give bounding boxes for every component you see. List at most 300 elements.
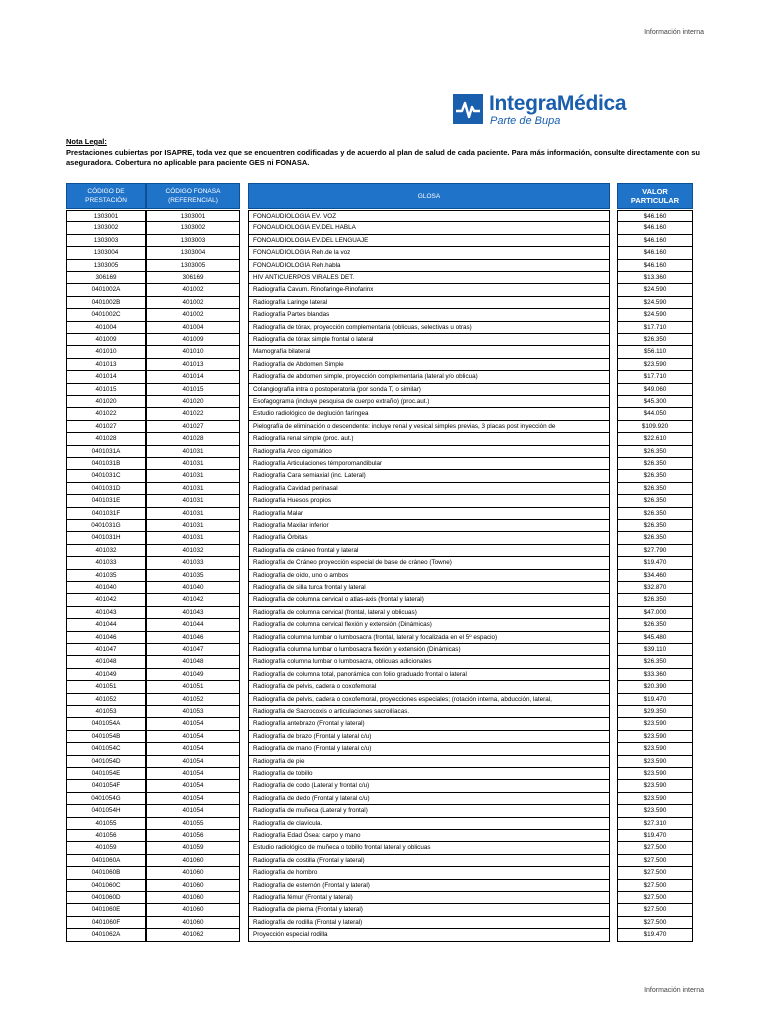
cell-codigo-fonasa: 401055 (146, 818, 240, 830)
cell-valor-particular: $23.590 (617, 731, 693, 743)
cell-glosa: Radiografía de clavícula. (248, 818, 610, 830)
cell-codigo-prestacion: 401015 (66, 384, 146, 396)
header-classification-label: Información interna (644, 29, 704, 36)
cell-glosa: Radiografía de Cráneo proyección especial de base de cráneo (Towne) (248, 557, 610, 569)
cell-valor-particular: $13.360 (617, 272, 693, 284)
cell-codigo-prestacion: 401013 (66, 359, 146, 371)
cell-codigo-prestacion: 401042 (66, 594, 146, 606)
table-row (0, 408, 768, 420)
cell-valor-particular: $22.610 (617, 433, 693, 445)
cell-codigo-prestacion: 0401002B (66, 297, 146, 309)
cell-glosa: Radiografía de muñeca (Lateral y frontal) (248, 805, 610, 817)
cell-glosa: Radiografía columna lumbar o lumbosacra flexión y extensión (Dinámicas) (248, 644, 610, 656)
table-row (0, 545, 768, 557)
cell-glosa: Radiografía columna lumbar o lumbosacra (frontal, lateral y focalizada en el 5º espacio) (248, 632, 610, 644)
cell-codigo-prestacion: 0401062A (66, 929, 146, 941)
cell-valor-particular: $46.160 (617, 247, 693, 259)
cell-codigo-prestacion: 401052 (66, 694, 146, 706)
cell-valor-particular: $19.470 (617, 929, 693, 941)
cell-glosa: FONOAUDIOLOGIA EV.DEL HABLA (248, 222, 610, 234)
table-row (0, 818, 768, 830)
table-row (0, 607, 768, 619)
cell-valor-particular: $109.920 (617, 421, 693, 433)
column-header-codigo-prestacion: CÓDIGO DE PRESTACIÓN (66, 183, 146, 209)
table-row (0, 669, 768, 681)
table-row (0, 582, 768, 594)
cell-codigo-prestacion: 0401002C (66, 309, 146, 321)
cell-codigo-prestacion: 0401060B (66, 867, 146, 879)
cell-glosa: Colangiografía intra o postoperatoria (por sonda T, o similar) (248, 384, 610, 396)
cell-codigo-prestacion: 401051 (66, 681, 146, 693)
cell-valor-particular: $26.350 (617, 532, 693, 544)
cell-codigo-prestacion: 401047 (66, 644, 146, 656)
table-row (0, 904, 768, 916)
cell-glosa: Radiografía de Sacrocoxis o articulaciones sacroilíacas. (248, 706, 610, 718)
table-row (0, 470, 768, 482)
cell-codigo-fonasa: 401031 (146, 483, 240, 495)
table-row (0, 867, 768, 879)
table-row (0, 656, 768, 668)
cell-valor-particular: $27.500 (617, 855, 693, 867)
cell-valor-particular: $23.590 (617, 718, 693, 730)
cell-codigo-fonasa: 401054 (146, 743, 240, 755)
table-row (0, 743, 768, 755)
cell-codigo-prestacion: 401004 (66, 322, 146, 334)
cell-glosa: Radiografía de pierna (Frontal y lateral) (248, 904, 610, 916)
cell-codigo-prestacion: 0401031A (66, 446, 146, 458)
cell-valor-particular: $49.060 (617, 384, 693, 396)
table-row (0, 284, 768, 296)
cell-glosa: Radiografía de codo (Lateral y frontal c/u) (248, 780, 610, 792)
cell-codigo-fonasa: 1303001 (146, 210, 240, 222)
cell-codigo-prestacion: 0401031E (66, 495, 146, 507)
table-row (0, 880, 768, 892)
cell-glosa: Radiografía de oído, uno o ambos (248, 570, 610, 582)
cell-valor-particular: $56.110 (617, 346, 693, 358)
cell-codigo-fonasa: 401015 (146, 384, 240, 396)
footer-classification-label: Información interna (644, 987, 704, 994)
cell-codigo-fonasa: 401060 (146, 904, 240, 916)
cell-glosa: Radiografía Cara semiaxial (inc. Lateral) (248, 470, 610, 482)
cell-valor-particular: $24.590 (617, 284, 693, 296)
cell-codigo-prestacion: 0401060C (66, 880, 146, 892)
cell-codigo-fonasa: 401056 (146, 830, 240, 842)
integramedica-logo (453, 92, 663, 132)
cell-glosa: Radiografía Articulaciones témporomandibular (248, 458, 610, 470)
cell-codigo-prestacion: 0401060F (66, 917, 146, 929)
cell-glosa: Radiografía Huesos propios (248, 495, 610, 507)
column-header-glosa: GLOSA (248, 183, 610, 209)
cell-glosa: Mamografía bilateral (248, 346, 610, 358)
legal-note-title: Nota Legal: (66, 137, 107, 146)
cell-glosa: Radiografía de pie (248, 756, 610, 768)
table-row (0, 842, 768, 854)
table-row (0, 359, 768, 371)
cell-valor-particular: $39.110 (617, 644, 693, 656)
cell-glosa: Radiografía Cavidad perinasal (248, 483, 610, 495)
cell-codigo-fonasa: 401059 (146, 842, 240, 854)
cell-valor-particular: $26.350 (617, 334, 693, 346)
cell-glosa: Radiografía Órbitas (248, 532, 610, 544)
cell-codigo-fonasa: 401054 (146, 780, 240, 792)
cell-codigo-fonasa: 401032 (146, 545, 240, 557)
column-header-valor-particular: VALOR PARTICULAR (617, 183, 693, 209)
cell-glosa: Radiografía fémur (Frontal y lateral) (248, 892, 610, 904)
table-row (0, 508, 768, 520)
cell-glosa: Radiografía de columna cervical flexión y extensión (Dinámicas) (248, 619, 610, 631)
cell-valor-particular: $46.160 (617, 210, 693, 222)
cell-valor-particular: $24.590 (617, 309, 693, 321)
cell-codigo-fonasa: 401060 (146, 917, 240, 929)
cell-valor-particular: $23.590 (617, 743, 693, 755)
table-row (0, 768, 768, 780)
cell-codigo-fonasa: 401060 (146, 880, 240, 892)
cell-valor-particular: $23.590 (617, 780, 693, 792)
cell-codigo-fonasa: 401044 (146, 619, 240, 631)
table-row (0, 247, 768, 259)
cell-codigo-prestacion: 401009 (66, 334, 146, 346)
table-row (0, 297, 768, 309)
cell-valor-particular: $27.500 (617, 880, 693, 892)
cell-codigo-fonasa: 401031 (146, 508, 240, 520)
table-row (0, 793, 768, 805)
cell-valor-particular: $17.710 (617, 322, 693, 334)
cell-codigo-prestacion: 401059 (66, 842, 146, 854)
cell-codigo-fonasa: 401054 (146, 756, 240, 768)
cell-codigo-fonasa: 401002 (146, 297, 240, 309)
table-row (0, 210, 768, 222)
table-row (0, 644, 768, 656)
cell-glosa: Radiografía de rodilla (Frontal y lateral) (248, 917, 610, 929)
cell-codigo-fonasa: 401046 (146, 632, 240, 644)
table-row (0, 929, 768, 941)
cell-valor-particular: $20.390 (617, 681, 693, 693)
table-row (0, 458, 768, 470)
cell-valor-particular: $26.350 (617, 594, 693, 606)
table-row (0, 371, 768, 383)
table-row (0, 892, 768, 904)
cell-glosa: Radiografía de esternón (Frontal y lateral) (248, 880, 610, 892)
cell-valor-particular: $33.360 (617, 669, 693, 681)
cell-codigo-prestacion: 401044 (66, 619, 146, 631)
cell-valor-particular: $26.350 (617, 520, 693, 532)
cell-valor-particular: $27.500 (617, 917, 693, 929)
cell-codigo-prestacion: 306169 (66, 272, 146, 284)
cell-glosa: Radiografía antebrazo (Frontal y lateral) (248, 718, 610, 730)
cell-codigo-fonasa: 401054 (146, 731, 240, 743)
cell-glosa: Radiografía Arco cigomático (248, 446, 610, 458)
cell-glosa: HIV ANTICUERPOS VIRALES DET. (248, 272, 610, 284)
cell-glosa: Radiografía de columna cervical o atlas-axis (frontal y lateral) (248, 594, 610, 606)
cell-glosa: Proyección especial rodilla (248, 929, 610, 941)
cell-codigo-fonasa: 401042 (146, 594, 240, 606)
cell-codigo-fonasa: 401049 (146, 669, 240, 681)
cell-codigo-fonasa: 401053 (146, 706, 240, 718)
cell-valor-particular: $27.500 (617, 867, 693, 879)
cell-valor-particular: $46.160 (617, 222, 693, 234)
cell-glosa: Radiografía de mano (Frontal y lateral c/u) (248, 743, 610, 755)
cell-valor-particular: $17.710 (617, 371, 693, 383)
cell-codigo-fonasa: 401014 (146, 371, 240, 383)
cell-codigo-fonasa: 1303004 (146, 247, 240, 259)
cell-codigo-prestacion: 0401060E (66, 904, 146, 916)
cell-valor-particular: $46.160 (617, 260, 693, 272)
table-row (0, 570, 768, 582)
table-row (0, 433, 768, 445)
cell-codigo-prestacion: 0401031C (66, 470, 146, 482)
cell-codigo-prestacion: 0401054F (66, 780, 146, 792)
cell-codigo-fonasa: 401052 (146, 694, 240, 706)
cell-valor-particular: $26.350 (617, 495, 693, 507)
table-row (0, 855, 768, 867)
cell-glosa: Radiografía Laringe lateral (248, 297, 610, 309)
cell-valor-particular: $26.350 (617, 458, 693, 470)
cell-codigo-prestacion: 401033 (66, 557, 146, 569)
table-row (0, 520, 768, 532)
cell-codigo-prestacion: 0401054B (66, 731, 146, 743)
cell-valor-particular: $26.350 (617, 619, 693, 631)
legal-note (66, 137, 706, 169)
table-row (0, 694, 768, 706)
table-row (0, 384, 768, 396)
cell-valor-particular: $27.310 (617, 818, 693, 830)
cell-glosa: Radiografía de pelvis, cadera o coxofemoral (248, 681, 610, 693)
cell-valor-particular: $23.590 (617, 805, 693, 817)
cell-codigo-prestacion: 401022 (66, 408, 146, 420)
table-row (0, 322, 768, 334)
cell-codigo-prestacion: 0401054G (66, 793, 146, 805)
cell-glosa: Radiografía de brazo (Frontal y lateral c/u) (248, 731, 610, 743)
table-row (0, 495, 768, 507)
cell-valor-particular: $24.590 (617, 297, 693, 309)
cell-glosa: Esofagograma (incluye pesquisa de cuerpo extraño) (proc.aut.) (248, 396, 610, 408)
cell-glosa: Radiografía de abdomen simple, proyección complementaria (lateral y/o oblicua) (248, 371, 610, 383)
column-header-codigo-fonasa: CÓDIGO FONASA (REFERENCIAL) (146, 183, 240, 209)
cell-codigo-prestacion: 401040 (66, 582, 146, 594)
cell-codigo-fonasa: 1303003 (146, 235, 240, 247)
cell-codigo-prestacion: 0401002A (66, 284, 146, 296)
table-row (0, 632, 768, 644)
cell-codigo-fonasa: 401031 (146, 520, 240, 532)
cell-glosa: Radiografía de costilla (Frontal y lateral) (248, 855, 610, 867)
cell-codigo-prestacion: 401055 (66, 818, 146, 830)
cell-codigo-prestacion: 0401031D (66, 483, 146, 495)
logo-pulse-icon (453, 94, 483, 124)
table-row (0, 731, 768, 743)
table-row (0, 557, 768, 569)
cell-valor-particular: $32.870 (617, 582, 693, 594)
cell-glosa: Radiografía de tórax, proyección complementaria (oblicuas, selectivas u otras) (248, 322, 610, 334)
cell-glosa: Radiografía de tórax simple frontal o lateral (248, 334, 610, 346)
cell-codigo-prestacion: 401049 (66, 669, 146, 681)
table-row (0, 272, 768, 284)
cell-codigo-fonasa: 401060 (146, 892, 240, 904)
cell-codigo-prestacion: 0401054D (66, 756, 146, 768)
table-row (0, 681, 768, 693)
table-row (0, 421, 768, 433)
cell-valor-particular: $47.000 (617, 607, 693, 619)
cell-codigo-fonasa: 401043 (146, 607, 240, 619)
logo-subtitle: Parte de Bupa (490, 115, 561, 127)
cell-codigo-prestacion: 1303005 (66, 260, 146, 272)
cell-codigo-fonasa: 401031 (146, 532, 240, 544)
cell-codigo-fonasa: 401060 (146, 855, 240, 867)
table-row (0, 718, 768, 730)
table-row (0, 446, 768, 458)
cell-codigo-fonasa: 401040 (146, 582, 240, 594)
cell-glosa: Radiografía Edad Ósea: carpo y mano (248, 830, 610, 842)
cell-valor-particular: $26.350 (617, 508, 693, 520)
cell-valor-particular: $45.480 (617, 632, 693, 644)
legal-note-text: Prestaciones cubiertas por ISAPRE, toda vez que se encuentren codificadas y de acuerdo al plan de salud de cada paciente. Para más información, consulte directamente con su aseguradora. Cobertura no aplicable para paciente GES ni FONASA. (66, 147, 700, 167)
cell-valor-particular: $26.350 (617, 446, 693, 458)
cell-codigo-fonasa: 401051 (146, 681, 240, 693)
cell-glosa: Pielografía de eliminación o descendente: incluye renal y vesical simples previas, 3 placas post inyección de (248, 421, 610, 433)
cell-codigo-prestacion: 401048 (66, 656, 146, 668)
cell-codigo-fonasa: 401062 (146, 929, 240, 941)
cell-glosa: Radiografía de Abdomen Simple (248, 359, 610, 371)
cell-codigo-fonasa: 401009 (146, 334, 240, 346)
cell-codigo-fonasa: 306169 (146, 272, 240, 284)
table-row (0, 222, 768, 234)
cell-codigo-prestacion: 0401031F (66, 508, 146, 520)
cell-codigo-prestacion: 0401054C (66, 743, 146, 755)
cell-valor-particular: $26.350 (617, 470, 693, 482)
cell-codigo-prestacion: 0401031B (66, 458, 146, 470)
cell-codigo-prestacion: 1303003 (66, 235, 146, 247)
cell-codigo-fonasa: 401010 (146, 346, 240, 358)
table-row (0, 917, 768, 929)
cell-codigo-fonasa: 401031 (146, 458, 240, 470)
cell-glosa: FONOAUDIOLOGIA EV. VOZ (248, 210, 610, 222)
cell-codigo-fonasa: 401054 (146, 768, 240, 780)
cell-codigo-fonasa: 401002 (146, 284, 240, 296)
cell-codigo-prestacion: 1303002 (66, 222, 146, 234)
cell-codigo-fonasa: 401027 (146, 421, 240, 433)
cell-codigo-prestacion: 1303001 (66, 210, 146, 222)
cell-glosa: Radiografía de pelvis, cadera o coxofemoral, proyecciones especiales; (rotación interna, abducción, lateral, (248, 694, 610, 706)
cell-valor-particular: $27.500 (617, 892, 693, 904)
logo-name: IntegraMédica (489, 92, 627, 115)
cell-glosa: Radiografía de tobillo (248, 768, 610, 780)
table-row (0, 756, 768, 768)
cell-valor-particular: $19.470 (617, 694, 693, 706)
cell-glosa: Radiografía de silla turca frontal y lateral (248, 582, 610, 594)
cell-valor-particular: $23.590 (617, 793, 693, 805)
cell-codigo-fonasa: 1303005 (146, 260, 240, 272)
cell-glosa: Radiografía de cráneo frontal y lateral (248, 545, 610, 557)
cell-codigo-fonasa: 401048 (146, 656, 240, 668)
cell-codigo-fonasa: 401054 (146, 805, 240, 817)
table-row (0, 706, 768, 718)
cell-codigo-fonasa: 401013 (146, 359, 240, 371)
table-row (0, 260, 768, 272)
cell-codigo-prestacion: 0401054A (66, 718, 146, 730)
cell-codigo-prestacion: 401032 (66, 545, 146, 557)
cell-codigo-fonasa: 401054 (146, 793, 240, 805)
cell-codigo-fonasa: 1303002 (146, 222, 240, 234)
table-row (0, 483, 768, 495)
cell-glosa: Radiografía Malar (248, 508, 610, 520)
cell-valor-particular: $29.350 (617, 706, 693, 718)
cell-codigo-prestacion: 0401060A (66, 855, 146, 867)
table-row (0, 594, 768, 606)
cell-codigo-prestacion: 401028 (66, 433, 146, 445)
cell-glosa: Radiografía de dedo (Frontal y lateral c/u) (248, 793, 610, 805)
table-row (0, 346, 768, 358)
cell-codigo-prestacion: 401043 (66, 607, 146, 619)
cell-codigo-prestacion: 401056 (66, 830, 146, 842)
cell-glosa: Radiografía de columna cervical (frontal, lateral y oblicuas) (248, 607, 610, 619)
cell-valor-particular: $19.470 (617, 557, 693, 569)
cell-valor-particular: $26.350 (617, 656, 693, 668)
cell-valor-particular: $23.590 (617, 756, 693, 768)
cell-codigo-fonasa: 401031 (146, 470, 240, 482)
cell-glosa: FONOAUDIOLOGIA EV.DEL LENGUAJE (248, 235, 610, 247)
cell-glosa: Radiografía renal simple (proc. aut.) (248, 433, 610, 445)
cell-valor-particular: $27.500 (617, 904, 693, 916)
cell-valor-particular: $46.160 (617, 235, 693, 247)
cell-valor-particular: $19.470 (617, 830, 693, 842)
cell-glosa: Radiografía de columna total, panorámica con folio graduado frontal o lateral (248, 669, 610, 681)
cell-codigo-fonasa: 401031 (146, 495, 240, 507)
cell-valor-particular: $27.790 (617, 545, 693, 557)
cell-valor-particular: $34.460 (617, 570, 693, 582)
cell-codigo-prestacion: 0401031G (66, 520, 146, 532)
cell-codigo-prestacion: 401010 (66, 346, 146, 358)
cell-valor-particular: $23.590 (617, 768, 693, 780)
cell-codigo-fonasa: 401054 (146, 718, 240, 730)
cell-codigo-prestacion: 0401054H (66, 805, 146, 817)
cell-codigo-fonasa: 401035 (146, 570, 240, 582)
cell-codigo-prestacion: 401046 (66, 632, 146, 644)
cell-codigo-fonasa: 401028 (146, 433, 240, 445)
cell-valor-particular: $26.350 (617, 483, 693, 495)
cell-glosa: Radiografía de hombro (248, 867, 610, 879)
cell-codigo-fonasa: 401004 (146, 322, 240, 334)
cell-codigo-fonasa: 401002 (146, 309, 240, 321)
cell-glosa: Estudio radiológico de muñeca o tobillo frontal lateral y oblicuas (248, 842, 610, 854)
cell-valor-particular: $44.050 (617, 408, 693, 420)
cell-codigo-prestacion: 401020 (66, 396, 146, 408)
table-row (0, 235, 768, 247)
cell-glosa: Estudio radiológico de deglución faríngea (248, 408, 610, 420)
cell-codigo-prestacion: 0401031H (66, 532, 146, 544)
cell-glosa: FONOAUDIOLOGIA Reh.habla (248, 260, 610, 272)
table-row (0, 780, 768, 792)
cell-glosa: Radiografía Maxilar inferior (248, 520, 610, 532)
cell-codigo-fonasa: 401060 (146, 867, 240, 879)
cell-codigo-fonasa: 401020 (146, 396, 240, 408)
table-row (0, 619, 768, 631)
table-row (0, 830, 768, 842)
table-row (0, 334, 768, 346)
cell-codigo-fonasa: 401047 (146, 644, 240, 656)
table-row (0, 309, 768, 321)
cell-glosa: Radiografía Cavum. Rinofaringe-Rinofarinx (248, 284, 610, 296)
table-row (0, 805, 768, 817)
table-row (0, 532, 768, 544)
cell-valor-particular: $27.500 (617, 842, 693, 854)
cell-codigo-fonasa: 401031 (146, 446, 240, 458)
cell-valor-particular: $45.300 (617, 396, 693, 408)
cell-codigo-prestacion: 401035 (66, 570, 146, 582)
table-row (0, 396, 768, 408)
cell-codigo-prestacion: 0401060D (66, 892, 146, 904)
cell-codigo-prestacion: 1303004 (66, 247, 146, 259)
cell-codigo-prestacion: 0401054E (66, 768, 146, 780)
cell-codigo-fonasa: 401022 (146, 408, 240, 420)
